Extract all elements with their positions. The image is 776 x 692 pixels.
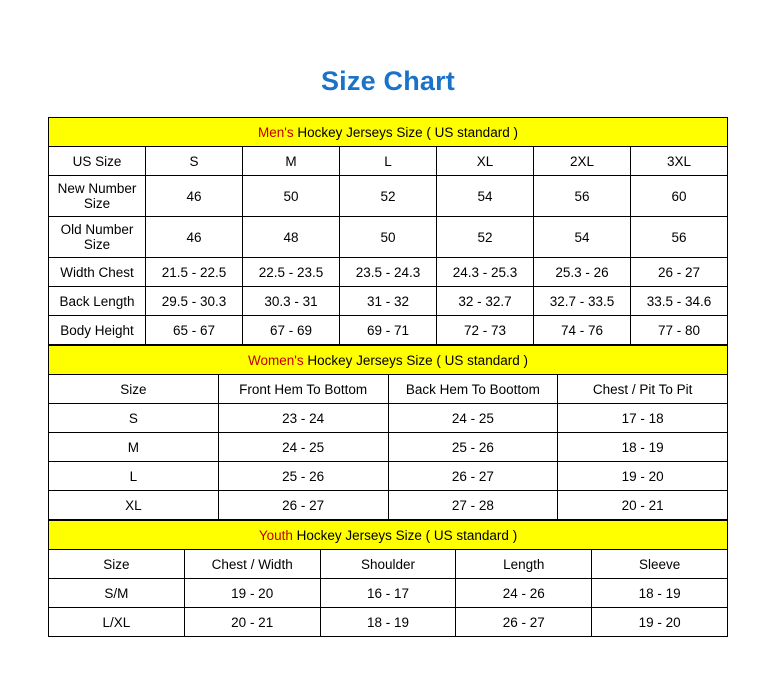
table-row bbox=[49, 608, 728, 637]
mens-section-header bbox=[49, 118, 728, 147]
mens-width-chest-2xl: 25.3 - 26 bbox=[534, 258, 631, 287]
mens-row-label-back-length: Back Length bbox=[49, 287, 146, 316]
table-row bbox=[49, 176, 728, 217]
mens-body-height-2xl: 74 - 76 bbox=[534, 316, 631, 345]
youth-size-table bbox=[48, 520, 728, 637]
womens-s-chest: 17 - 18 bbox=[558, 404, 728, 433]
mens-new-number-size-3xl: 60 bbox=[631, 176, 728, 217]
table-row bbox=[49, 404, 728, 433]
youth-header-rest: Hockey Jerseys Size ( US standard ) bbox=[292, 527, 518, 543]
mens-width-chest-s: 21.5 - 22.5 bbox=[146, 258, 243, 287]
youth-column-header-row bbox=[49, 550, 728, 579]
womens-section-header-row bbox=[49, 346, 728, 375]
womens-section-header bbox=[49, 346, 728, 375]
mens-row-label-new-number-size: New Number Size bbox=[49, 176, 146, 217]
womens-col-front-hem-to-bottom: Front Hem To Bottom bbox=[218, 375, 388, 404]
youth-col-size: Size bbox=[49, 550, 185, 579]
womens-xl-chest: 20 - 21 bbox=[558, 491, 728, 520]
mens-back-length-3xl: 33.5 - 34.6 bbox=[631, 287, 728, 316]
womens-header-rest: Hockey Jerseys Size ( US standard ) bbox=[303, 352, 528, 368]
womens-s-front-hem: 23 - 24 bbox=[218, 404, 388, 433]
mens-col-s: S bbox=[146, 147, 243, 176]
mens-header-rest: Hockey Jerseys Size ( US standard ) bbox=[293, 124, 518, 140]
mens-column-header-row bbox=[49, 147, 728, 176]
womens-s-back-hem: 24 - 25 bbox=[388, 404, 558, 433]
womens-l-chest: 19 - 20 bbox=[558, 462, 728, 491]
mens-back-length-xl: 32 - 32.7 bbox=[437, 287, 534, 316]
mens-new-number-size-2xl: 56 bbox=[534, 176, 631, 217]
womens-row-label-xl: XL bbox=[49, 491, 219, 520]
mens-width-chest-l: 23.5 - 24.3 bbox=[340, 258, 437, 287]
size-tables-container bbox=[48, 117, 728, 637]
mens-back-length-m: 30.3 - 31 bbox=[243, 287, 340, 316]
mens-body-height-xl: 72 - 73 bbox=[437, 316, 534, 345]
youth-col-sleeve: Sleeve bbox=[592, 550, 728, 579]
mens-body-height-3xl: 77 - 80 bbox=[631, 316, 728, 345]
mens-col-2xl: 2XL bbox=[534, 147, 631, 176]
youth-section-header-row bbox=[49, 521, 728, 550]
table-row bbox=[49, 316, 728, 345]
mens-old-number-size-xl: 52 bbox=[437, 217, 534, 258]
womens-xl-front-hem: 26 - 27 bbox=[218, 491, 388, 520]
mens-width-chest-xl: 24.3 - 25.3 bbox=[437, 258, 534, 287]
mens-new-number-size-l: 52 bbox=[340, 176, 437, 217]
mens-row-label-body-height: Body Height bbox=[49, 316, 146, 345]
youth-sm-length: 24 - 26 bbox=[456, 579, 592, 608]
youth-sm-chest-width: 19 - 20 bbox=[184, 579, 320, 608]
womens-column-header-row bbox=[49, 375, 728, 404]
mens-back-length-2xl: 32.7 - 33.5 bbox=[534, 287, 631, 316]
youth-sm-shoulder: 16 - 17 bbox=[320, 579, 456, 608]
table-row bbox=[49, 217, 728, 258]
mens-old-number-size-l: 50 bbox=[340, 217, 437, 258]
youth-lxl-shoulder: 18 - 19 bbox=[320, 608, 456, 637]
youth-section-header bbox=[49, 521, 728, 550]
youth-row-label-sm: S/M bbox=[49, 579, 185, 608]
mens-width-chest-m: 22.5 - 23.5 bbox=[243, 258, 340, 287]
mens-new-number-size-xl: 54 bbox=[437, 176, 534, 217]
womens-header-accent: Women's bbox=[248, 352, 304, 368]
womens-l-back-hem: 26 - 27 bbox=[388, 462, 558, 491]
youth-col-length: Length bbox=[456, 550, 592, 579]
mens-col-us-size: US Size bbox=[49, 147, 146, 176]
mens-row-label-width-chest: Width Chest bbox=[49, 258, 146, 287]
mens-col-m: M bbox=[243, 147, 340, 176]
youth-col-shoulder: Shoulder bbox=[320, 550, 456, 579]
table-row bbox=[49, 462, 728, 491]
mens-section-header-row bbox=[49, 118, 728, 147]
womens-xl-back-hem: 27 - 28 bbox=[388, 491, 558, 520]
womens-m-back-hem: 25 - 26 bbox=[388, 433, 558, 462]
table-row bbox=[49, 579, 728, 608]
womens-m-chest: 18 - 19 bbox=[558, 433, 728, 462]
womens-row-label-m: M bbox=[49, 433, 219, 462]
youth-col-chest-width: Chest / Width bbox=[184, 550, 320, 579]
mens-col-3xl: 3XL bbox=[631, 147, 728, 176]
table-row bbox=[49, 433, 728, 462]
youth-lxl-chest-width: 20 - 21 bbox=[184, 608, 320, 637]
womens-l-front-hem: 25 - 26 bbox=[218, 462, 388, 491]
womens-row-label-l: L bbox=[49, 462, 219, 491]
mens-old-number-size-m: 48 bbox=[243, 217, 340, 258]
youth-sm-sleeve: 18 - 19 bbox=[592, 579, 728, 608]
womens-col-chest-pit-to-pit: Chest / Pit To Pit bbox=[558, 375, 728, 404]
table-row bbox=[49, 258, 728, 287]
womens-m-front-hem: 24 - 25 bbox=[218, 433, 388, 462]
womens-col-back-hem-to-bottom: Back Hem To Boottom bbox=[388, 375, 558, 404]
mens-old-number-size-3xl: 56 bbox=[631, 217, 728, 258]
mens-col-l: L bbox=[340, 147, 437, 176]
table-row bbox=[49, 287, 728, 316]
mens-body-height-s: 65 - 67 bbox=[146, 316, 243, 345]
mens-body-height-l: 69 - 71 bbox=[340, 316, 437, 345]
mens-body-height-m: 67 - 69 bbox=[243, 316, 340, 345]
womens-size-table bbox=[48, 345, 728, 520]
mens-old-number-size-2xl: 54 bbox=[534, 217, 631, 258]
mens-old-number-size-s: 46 bbox=[146, 217, 243, 258]
youth-lxl-sleeve: 19 - 20 bbox=[592, 608, 728, 637]
mens-col-xl: XL bbox=[437, 147, 534, 176]
youth-row-label-lxl: L/XL bbox=[49, 608, 185, 637]
mens-back-length-l: 31 - 32 bbox=[340, 287, 437, 316]
mens-new-number-size-m: 50 bbox=[243, 176, 340, 217]
mens-back-length-s: 29.5 - 30.3 bbox=[146, 287, 243, 316]
youth-header-accent: Youth bbox=[258, 527, 293, 543]
mens-header-accent: Men's bbox=[258, 124, 294, 140]
womens-col-size: Size bbox=[49, 375, 219, 404]
mens-width-chest-3xl: 26 - 27 bbox=[631, 258, 728, 287]
womens-row-label-s: S bbox=[49, 404, 219, 433]
mens-size-table bbox=[48, 117, 728, 345]
mens-row-label-old-number-size: Old Number Size bbox=[49, 217, 146, 258]
table-row bbox=[49, 491, 728, 520]
youth-lxl-length: 26 - 27 bbox=[456, 608, 592, 637]
mens-new-number-size-s: 46 bbox=[146, 176, 243, 217]
page-title: Size Chart bbox=[320, 66, 456, 96]
